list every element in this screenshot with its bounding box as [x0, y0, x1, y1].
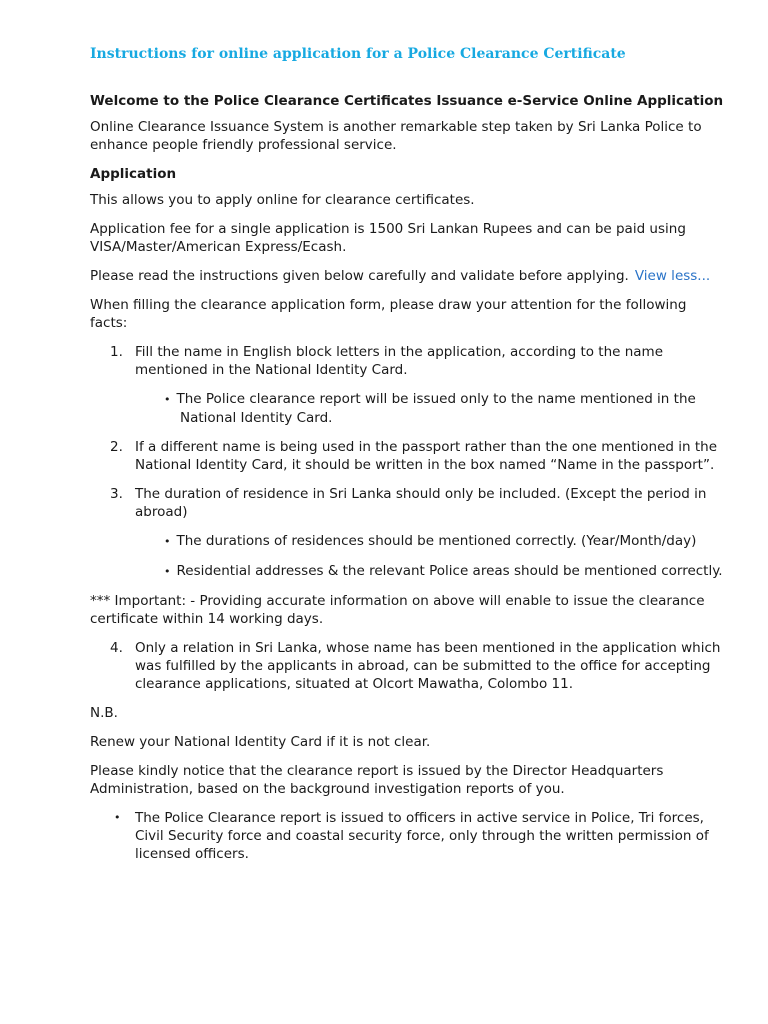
step-text: Fill the name in English block letters in the application, according to the name mentioned in the National Identity Card. — [135, 344, 664, 378]
document-title: Instructions for online application for a Police Clearance Certificate — [90, 46, 626, 62]
notice-paragraph: Please kindly notice that the clearance report is issued by the Director Headquarters Administration, based on the background investigation reports of you. — [90, 763, 664, 797]
step-number: 3. — [110, 486, 123, 502]
step3-bullets — [90, 532, 728, 581]
step-text: If a different name is being used in the passport rather than the one mentioned in the National Identity Card, it should be written in the box named “Name in the passport”. — [135, 439, 718, 473]
step-item — [90, 438, 728, 474]
fee-paragraph: Application fee for a single application is 1500 Sri Lankan Rupees and can be paid using VISA/Master/American Express/Ecash. — [90, 221, 686, 255]
step-number: 1. — [110, 344, 123, 360]
step-text: Only a relation in Sri Lanka, whose name has been mentioned in the application which was fulfilled by the applicants in abroad, can be submitted to the office for accepting clearance applications, situated at Olcort Mawatha, Colombo 11. — [135, 640, 721, 692]
step-number: 4. — [110, 640, 123, 656]
bullet-item: • The Police Clearance report is issued to officers in active service in Police, Tri forces, Civil Security force and coastal security force, only through the written permission of licensed officers. — [90, 809, 728, 863]
important-paragraph: *** Important: - Providing accurate information on above will enable to issue the clearance certificate within 14 working days. — [90, 593, 705, 627]
steps-list-b — [90, 438, 728, 521]
welcome-heading: Welcome to the Police Clearance Certificates Issuance e-Service Online Application — [90, 93, 724, 109]
view-less-link[interactable]: View less... — [634, 268, 711, 284]
nb-paragraph: N.B. — [90, 705, 118, 721]
filling-paragraph: When filling the clearance application form, please draw your attention for the following facts: — [90, 297, 687, 331]
read-instructions-paragraph — [90, 267, 728, 285]
step-number: 2. — [110, 439, 123, 455]
steps-list-c — [90, 639, 728, 693]
final-bullets — [90, 809, 728, 863]
application-heading: Application — [90, 166, 177, 182]
step-item — [90, 343, 728, 379]
step-text: The duration of residence in Sri Lanka should only be included. (Except the period in abroad) — [135, 486, 707, 520]
bullet-item: • The Police clearance report will be issued only to the name mentioned in the National Identity Card. — [90, 390, 728, 427]
step-item — [90, 639, 728, 693]
step-item — [90, 485, 728, 521]
intro-paragraph: Online Clearance Issuance System is another remarkable step taken by Sri Lanka Police to enhance people friendly professional service. — [90, 119, 702, 153]
renew-paragraph: Renew your National Identity Card if it is not clear. — [90, 734, 431, 750]
step1-bullets — [90, 390, 728, 427]
steps-list-a — [90, 343, 728, 379]
bullet-item: • The durations of residences should be mentioned correctly. (Year/Month/day) — [90, 532, 728, 551]
read-instructions-text: Please read the instructions given below carefully and validate before applying. — [90, 268, 629, 284]
bullet-item: • Residential addresses & the relevant Police areas should be mentioned correctly. — [90, 562, 728, 581]
allows-paragraph: This allows you to apply online for clearance certificates. — [90, 192, 475, 208]
